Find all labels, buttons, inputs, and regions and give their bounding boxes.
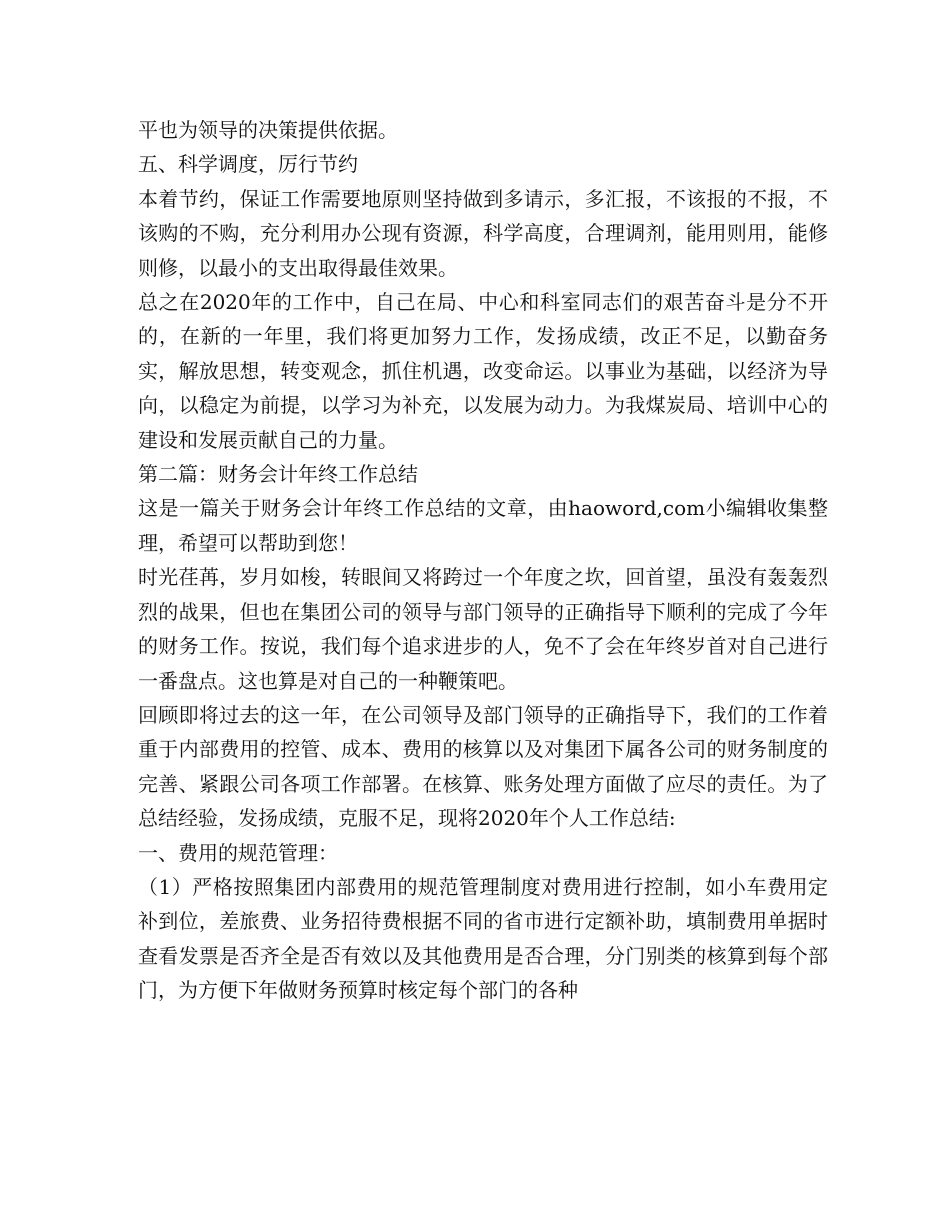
paragraph-saving: 本着节约，保证工作需要地原则坚持做到多请示，多汇报，不该报的不报，不该购的不购，充分利用办公现有资源，科学高度，合理调剂，能用则用，能修则修，以最小的支出取得最佳效果。 (138, 186, 828, 280)
document-body (138, 113, 828, 1008)
section-heading-five: 五、科学调度，厉行节约 (138, 152, 358, 177)
paragraph-intro: 这是一篇关于财务会计年终工作总结的文章，由haoword,com小编辑收集整理，希望可以帮助到您！ (138, 496, 828, 555)
paragraph-conclusion: 总之在2020年的工作中，自己在局、中心和科室同志们的艰苦奋斗是分不开的，在新的一年里，我们将更加努力工作，发扬成绩，改正不足，以勤奋务实，解放思想，转变观念，抓住机遇，改变命运。以事业为基础，以经济为导向，以稳定为前提，以学习为补充，以发展为动力。为我煤炭局、培训中心的建设和发展贡献自己的力量。 (138, 290, 828, 452)
paragraph-continuation: 平也为领导的决策提供依据。 (138, 118, 398, 142)
paragraph-time: 时光荏苒，岁月如梭，转眼间又将跨过一个年度之坎，回首望，虽没有轰轰烈烈的战果，但也在集团公司的领导与部门领导的正确指导下顺利的完成了今年的财务工作。按说，我们每个追求进步的人，免不了会在年终岁首对自己进行一番盘点。这也算是对自己的一种鞭策吧。 (138, 565, 828, 693)
section-heading-one: 一、费用的规范管理： (138, 840, 338, 865)
paragraph-item-1: （1）严格按照集团内部费用的规范管理制度对费用进行控制，如小车费用定补到位，差旅费、业务招待费根据不同的省市进行定额补助，填制费用单据时查看发票是否齐全是否有效以及其他费用是否合理，分门别类的核算到每个部门，为方便下年做财务预算时核定每个部门的各种 (138, 874, 828, 1003)
chapter-heading-two: 第二篇：财务会计年终工作总结 (138, 462, 418, 487)
paragraph-review: 回顾即将过去的这一年，在公司领导及部门领导的正确指导下，我们的工作着重于内部费用的控管、成本、费用的核算以及对集团下属各公司的财务制度的完善、紧跟公司各项工作部署。在核算、账务处理方面做了应尽的责任。为了总结经验，发扬成绩，克服不足，现将2020年个人工作总结: (138, 702, 828, 831)
